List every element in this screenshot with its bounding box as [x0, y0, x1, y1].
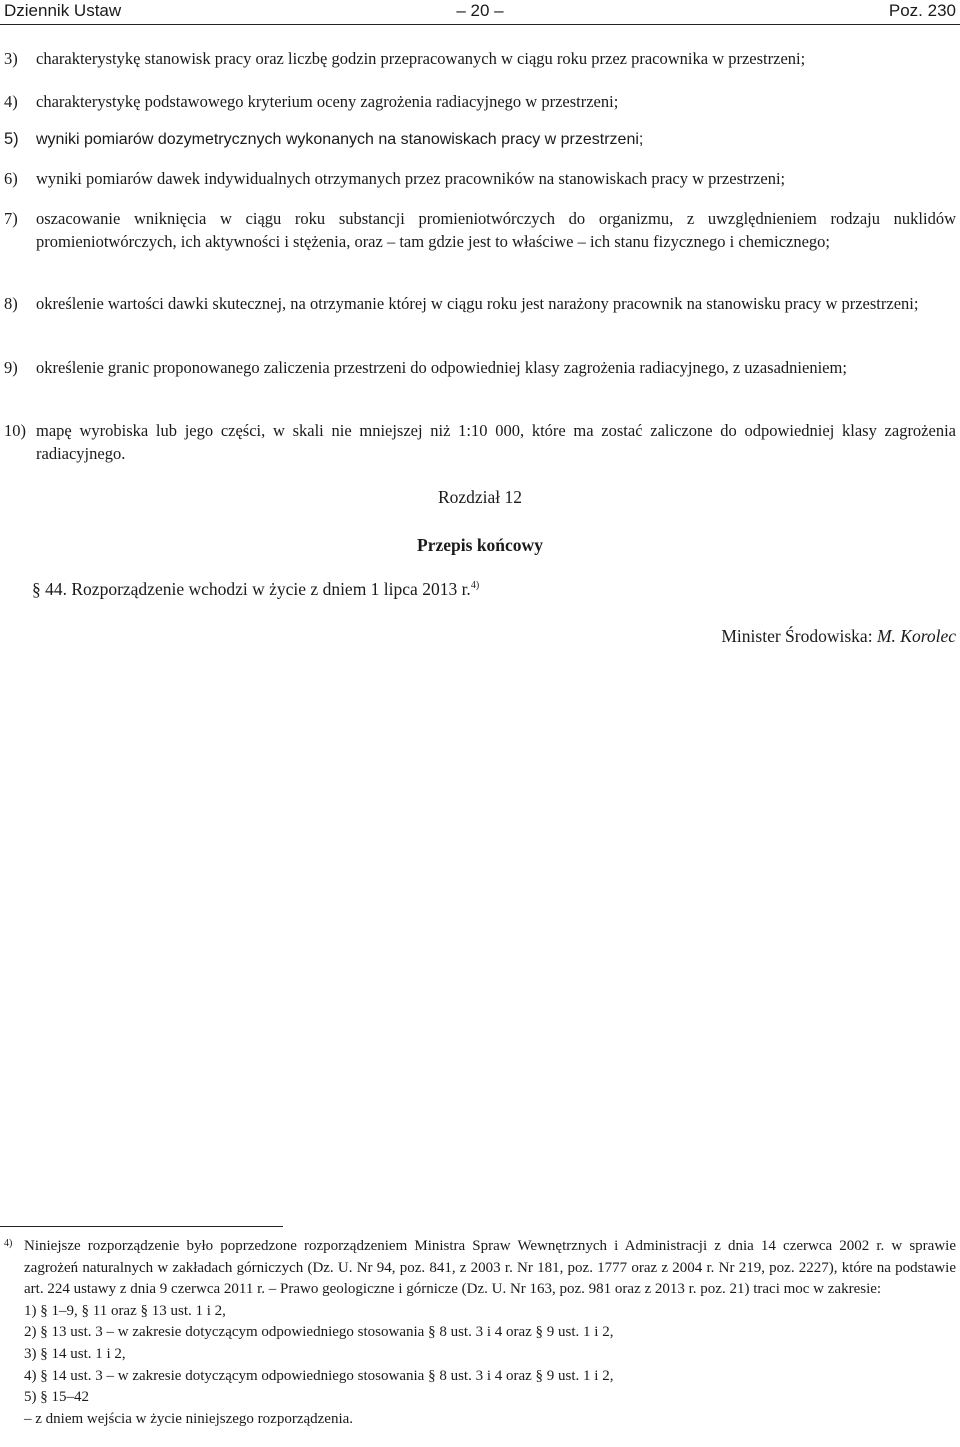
footnote-point: 1) § 1–9, § 11 oraz § 13 ust. 1 i 2,	[24, 1302, 226, 1319]
final-provision	[32, 579, 479, 600]
list-item: 10) mapę wyrobiska lub jego części, w skali nie mniejszej niż 1:10 000, które ma zostać zaliczone do odpowiedniej klasy zagrożenia radiacyjnego.	[4, 421, 956, 463]
list-item: 3) charakterystykę stanowisk pracy oraz liczbę godzin przepracowanych w ciągu roku przez pracownika w przestrzeni;	[4, 49, 806, 68]
footnote	[0, 1236, 960, 1430]
header-divider	[0, 24, 960, 25]
footnote-divider	[0, 1226, 283, 1227]
list-item: 6) wyniki pomiarów dawek indywidualnych otrzymanych przez pracowników na stanowiskach pracy w przestrzeni;	[4, 169, 786, 188]
chapter-number: Rozdział 12	[437, 487, 523, 507]
list-item: 5) wyniki pomiarów dozymetrycznych wykonanych na stanowiskach pracy w przestrzeni;	[4, 130, 644, 148]
list-item: 9) określenie granic proponowanego zaliczenia przestrzeni do odpowiedniej klasy zagrożenia radiacyjnego, z uzasadnieniem;	[4, 358, 847, 377]
footnote-point: 3) § 14 ust. 1 i 2,	[24, 1345, 126, 1362]
footnote-closing: – z dniem wejścia w życie niniejszego rozporządzenia.	[24, 1410, 354, 1427]
list-item: 8) określenie wartości dawki skutecznej, na otrzymanie której w ciągu roku jest narażony pracownik na stanowisku pracy w przestrzeni;	[4, 294, 919, 313]
footnote-point: 2) § 13 ust. 3 – w zakresie dotyczącym odpowiedniego stosowania § 8 ust. 3 i 4 oraz § 9 ust. 1 i 2,	[24, 1324, 614, 1341]
signature-name: M. Korolec	[876, 626, 956, 646]
list-item: 4) charakterystykę podstawowego kryterium oceny zagrożenia radiacyjnego w przestrzeni;	[4, 92, 619, 111]
signature	[721, 626, 956, 647]
position-number: Poz. 230	[888, 1, 956, 20]
page-number: – 20 –	[456, 1, 504, 20]
footnote-point: 5) § 15–42	[24, 1389, 89, 1406]
footnote-reference: 4)	[470, 580, 480, 592]
final-provision-text: § 44. Rozporządzenie wchodzi w życie z dniem 1 lipca 2013 r.	[32, 579, 471, 599]
list-item: 7) oszacowanie wniknięcia w ciągu roku substancji promieniotwórczych do organizmu, z uwzględnieniem rodzaju nuklidów promieniotwórczych, ich aktywności i stężenia, oraz – tam gdzie jest to właściwe – ich stanu fizycznego i chemicznego;	[4, 209, 956, 251]
chapter-title: Przepis końcowy	[417, 535, 543, 555]
publication-title: Dziennik Ustaw	[4, 1, 122, 20]
footnote-point: 4) § 14 ust. 3 – w zakresie dotyczącym odpowiedniego stosowania § 8 ust. 3 i 4 oraz § 9 ust. 1 i 2,	[24, 1367, 614, 1384]
footnote-mark: 4)	[4, 1238, 13, 1249]
footnote-text: Niniejsze rozporządzenie było poprzedzone rozporządzeniem Ministra Spraw Wewnętrznych i Administracji z dnia 14 czerwca 2002 r. w sprawie zagrożeń naturalnych w zakładach górniczych (Dz. U. Nr 94, poz. 841, z 2003 r. Nr 181, poz. 1777 oraz z 2004 r. Nr 219, poz. 2227), które na podstawie art. 224 ustawy z dnia 9 czerwca 2011 r. – Prawo geologiczne i górnicze (Dz. U. Nr 163, poz. 981 oraz z 2013 r. poz. 21) traci moc w zakresie:	[24, 1238, 956, 1298]
page-header	[0, 0, 960, 24]
signature-role: Minister Środowiska:	[721, 626, 873, 646]
